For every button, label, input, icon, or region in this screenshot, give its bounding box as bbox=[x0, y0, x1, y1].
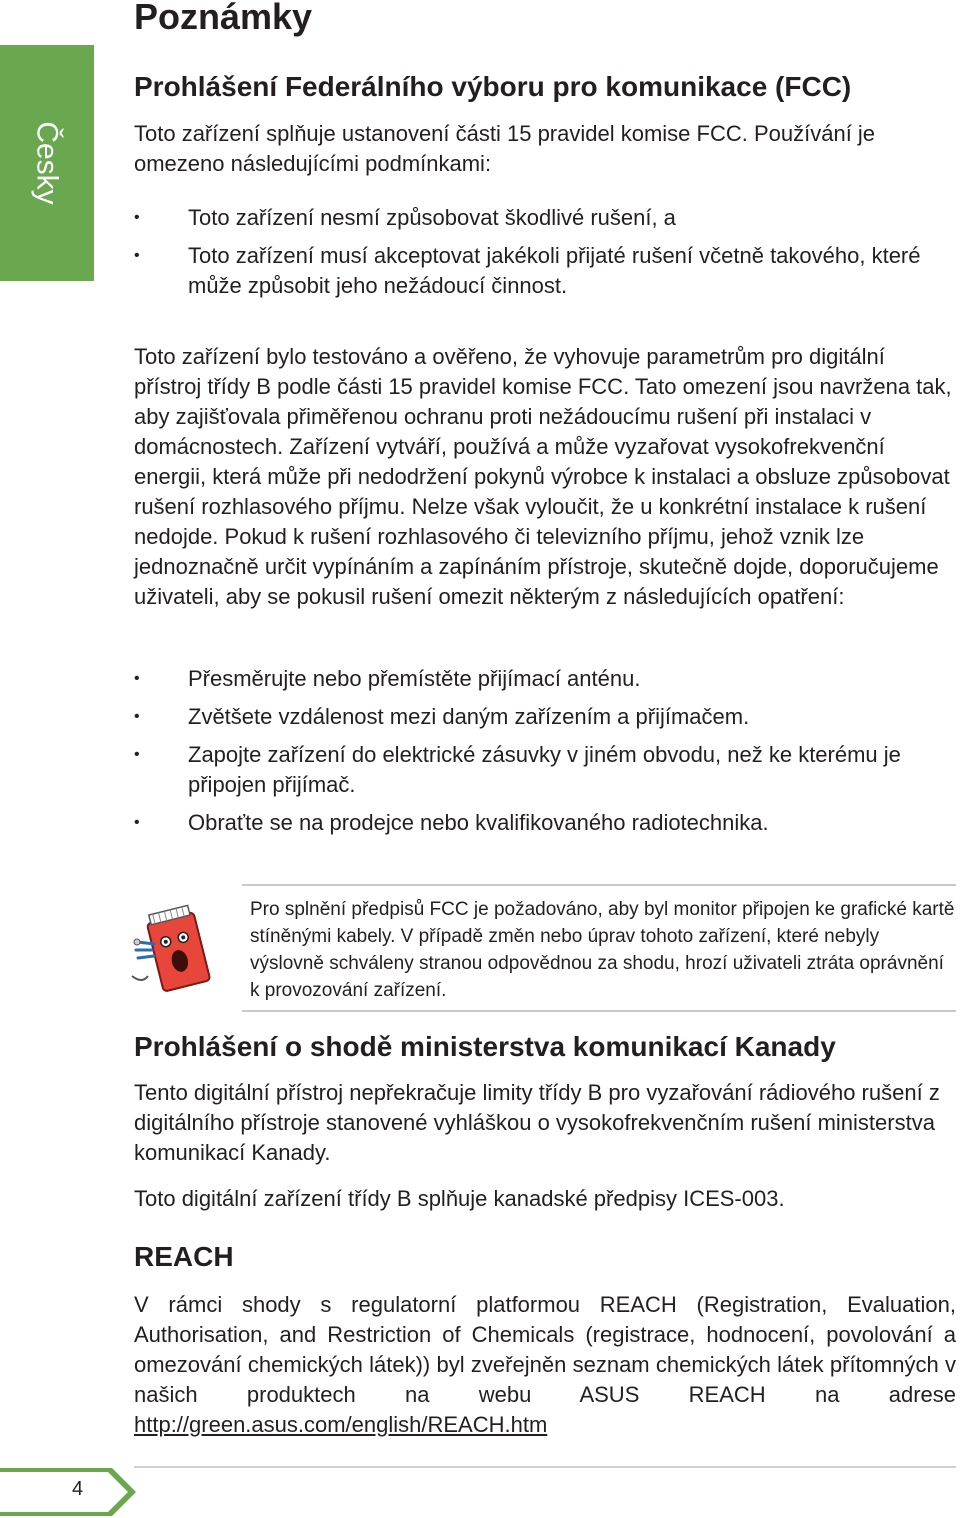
page-title: Poznámky bbox=[134, 0, 313, 37]
fcc-note-box bbox=[242, 884, 956, 1012]
canada-heading: Prohlášení o shodě ministerstva komunikací Kanady bbox=[134, 1031, 836, 1062]
fcc-conditions-list bbox=[134, 203, 956, 301]
fcc-heading: Prohlášení Federálního výboru pro komunikace (FCC) bbox=[134, 71, 852, 102]
list-item-text: Zapojte zařízení do elektrické zásuvky v jiném obvodu, než ke kterému je připojen přijímač. bbox=[188, 742, 901, 797]
list-item bbox=[134, 808, 956, 838]
fcc-intro: Toto zařízení splňuje ustanovení části 15 pravidel komise FCC. Používání je omezeno následujícími podmínkami: bbox=[134, 121, 876, 176]
reach-heading: REACH bbox=[134, 1241, 234, 1272]
fcc-body: Toto zařízení bylo testováno a ověřeno, že vyhovuje parametrům pro digitální přístroj třídy B podle části 15 pravidel komise FCC. Tato omezení jsou navržena tak, aby zajišťovala přiměřenou ochranu proti nežádoucímu rušení při instalaci v domácnostech. Zařízení vytváří, používá a může vyzařovat vysokofrekvenční energii, která může při nedodržení pokynů výrobce k instalaci a obsluze způsobovat rušení rozhlasového příjmu. Nelze však vyloučit, že u konkrétní instalace k rušení nedojde. Pokud k rušení rozhlasového či televizního příjmu, jehož vznik lze jednoznačně určit vypínáním a zapínáním přístroje, skutečně dojde, doporučujeme uživateli, aby se pokusil rušení omezit některým z následujících opatření: bbox=[134, 344, 952, 609]
reach-text bbox=[134, 1290, 956, 1440]
list-item bbox=[134, 740, 956, 800]
canada-paragraph-1: Tento digitální přístroj nepřekračuje limity třídy B pro vyzařování rádiového rušení z digitálního přístroje stanovené vyhláškou o vysokofrekvenčním rušení ministerstva komunikací Kanady. bbox=[134, 1080, 940, 1165]
list-item-text: Toto zařízení musí akceptovat jakékoli přijaté rušení včetně takového, které může způsobit jeho nežádoucí činnost. bbox=[188, 243, 921, 298]
list-item-text: Přesměrujte nebo přemístěte přijímací anténu. bbox=[188, 666, 641, 691]
list-item-text: Obraťte se na prodejce nebo kvalifikovaného radiotechnika. bbox=[188, 810, 769, 835]
bullet-icon: • bbox=[134, 670, 140, 687]
bullet-icon: • bbox=[134, 746, 140, 763]
bullet-icon: • bbox=[134, 708, 140, 725]
reach-link[interactable]: http://green.asus.com/english/REACH.htm bbox=[134, 1412, 548, 1437]
list-item bbox=[134, 702, 956, 732]
list-item bbox=[134, 241, 956, 301]
language-label: Česky bbox=[30, 121, 64, 205]
canada-paragraph-2: Toto digitální zařízení třídy B splňuje kanadské předpisy ICES-003. bbox=[134, 1186, 785, 1211]
language-side-tab bbox=[0, 45, 94, 281]
list-item bbox=[134, 203, 956, 233]
footer-divider bbox=[134, 1466, 956, 1468]
fcc-measures-list bbox=[134, 664, 956, 838]
page-number: 4 bbox=[72, 1478, 84, 1500]
list-item bbox=[134, 664, 956, 694]
list-item-text: Zvětšete vzdálenost mezi daným zařízením a přijímačem. bbox=[188, 704, 750, 729]
list-item-text: Toto zařízení nesmí způsobovat škodlivé rušení, a bbox=[188, 205, 676, 230]
fcc-note-text: Pro splnění předpisů FCC je požadováno, aby byl monitor připojen ke grafické kartě stíněnými kabely. V případě změn nebo úprav tohoto zařízení, které nebyly výslovně schváleny stranou odpovědnou za shodu, hrozí uživateli ztráta oprávnění k provozování zařízení. bbox=[250, 899, 955, 1001]
bullet-icon: • bbox=[134, 247, 140, 264]
bullet-icon: • bbox=[134, 209, 140, 226]
bullet-icon: • bbox=[134, 814, 140, 831]
reach-text-body: V rámci shody s regulatorní platformou REACH (Registration, Evaluation, Authorisation, and Restriction of Chemicals (registrace, hodnocení, povolování a omezování chemických látek)) byl zveřejněn seznam chemických látek přítomných v našich produktech na webu ASUS REACH na adrese bbox=[134, 1292, 956, 1407]
graphics-card-mascot-icon bbox=[128, 900, 220, 1000]
page-number-tab bbox=[0, 1468, 136, 1516]
